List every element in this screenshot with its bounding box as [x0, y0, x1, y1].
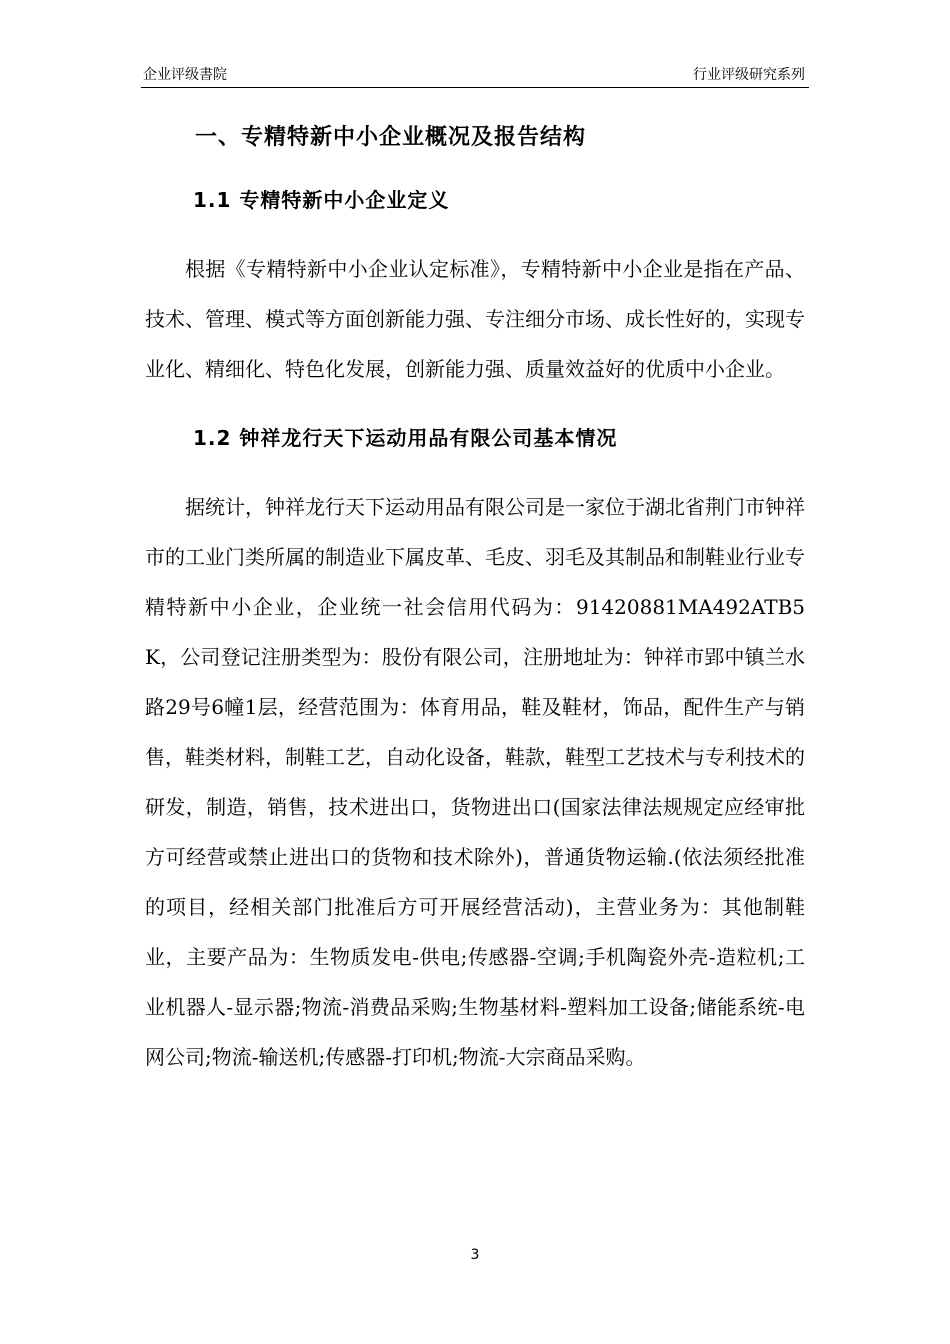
subsection-heading-definition: 1.1 专精特新中小企业定义 [193, 188, 450, 212]
paragraph-definition: 根据《专精特新中小企业认定标准》，专精特新中小企业是指在产品、技术、管理、模式等方面创新能力强、专注细分市场、成长性好的，实现专业化、精细化、特色化发展，创新能力强、质量效益好的优质中小企业。 [145, 257, 805, 381]
page-number: 3 [470, 1247, 480, 1263]
header-divider [141, 87, 809, 88]
section-title: 一、专精特新中小企业概况及报告结构 [195, 125, 587, 150]
header-right-text: 行业评级研究系列 [693, 67, 805, 83]
document-body [145, 118, 805, 1082]
header-left-text: 企业评级書院 [143, 67, 227, 83]
subsection-heading-company: 1.2 钟祥龙行天下运动用品有限公司基本情况 [193, 426, 618, 450]
paragraph-company: 据统计，钟祥龙行天下运动用品有限公司是一家位于湖北省荆门市钟祥市的工业门类所属的制造业下属皮革、毛皮、羽毛及其制品和制鞋业行业专精特新中小企业，企业统一社会信用代码为：91420881MA492ATB5K，公司登记注册类型为：股份有限公司，注册地址为：钟祥市郢中镇兰水路29号6幢1层，经营范围为：体育用品，鞋及鞋材，饰品，配件生产与销售，鞋类材料，制鞋工艺，自动化设备，鞋款，鞋型工艺技术与专利技术的研发，制造，销售，技术进出口，货物进出口(国家法律法规规定应经审批方可经营或禁止进出口的货物和技术除外)，普通货物运输.(依法须经批准的项目，经相关部门批准后方可开展经营活动)，主营业务为：其他制鞋业，主要产品为：生物质发电-供电;传感器-空调;手机陶瓷外壳-造粒机;工业机器人-显示器;物流-消费品采购;生物基材料-塑料加工设备;储能系统-电网公司;物流-输送机;传感器-打印机;物流-大宗商品采购。 [145, 495, 805, 1069]
